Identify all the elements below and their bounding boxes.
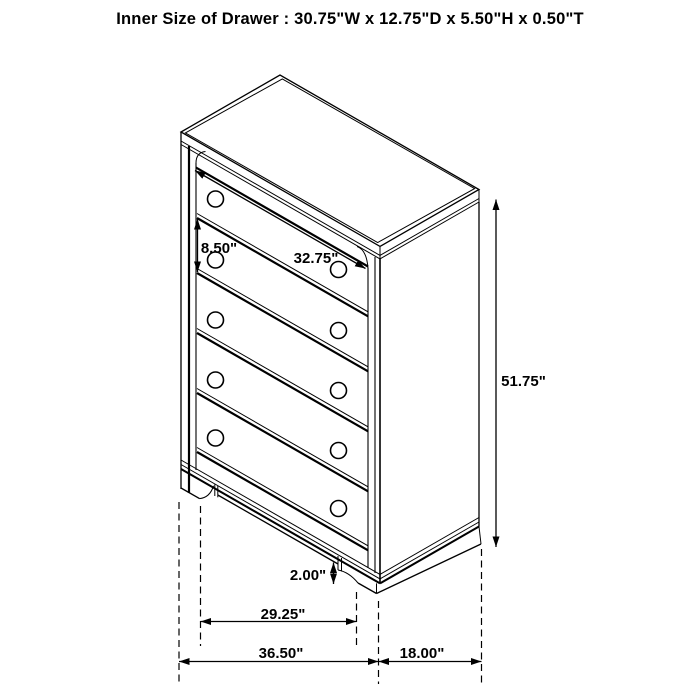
dimension-labels — [201, 240, 546, 662]
label-drawer-height: 8.50" — [200, 240, 238, 257]
chest-base — [181, 460, 481, 594]
label-overall-depth: 18.00" — [399, 645, 445, 662]
label-overall-width: 36.50" — [258, 645, 304, 662]
label-overall-height: 51.75" — [501, 373, 546, 390]
label-base-opening-width: 29.25" — [260, 606, 306, 623]
label-foot-height: 2.00" — [289, 567, 327, 584]
chest-top-face — [181, 75, 479, 259]
label-drawer-width: 32.75" — [293, 250, 339, 267]
drawing-title: Inner Size of Drawer : 30.75"W x 12.75"D x 5.50"H x 0.50"T — [116, 10, 584, 28]
